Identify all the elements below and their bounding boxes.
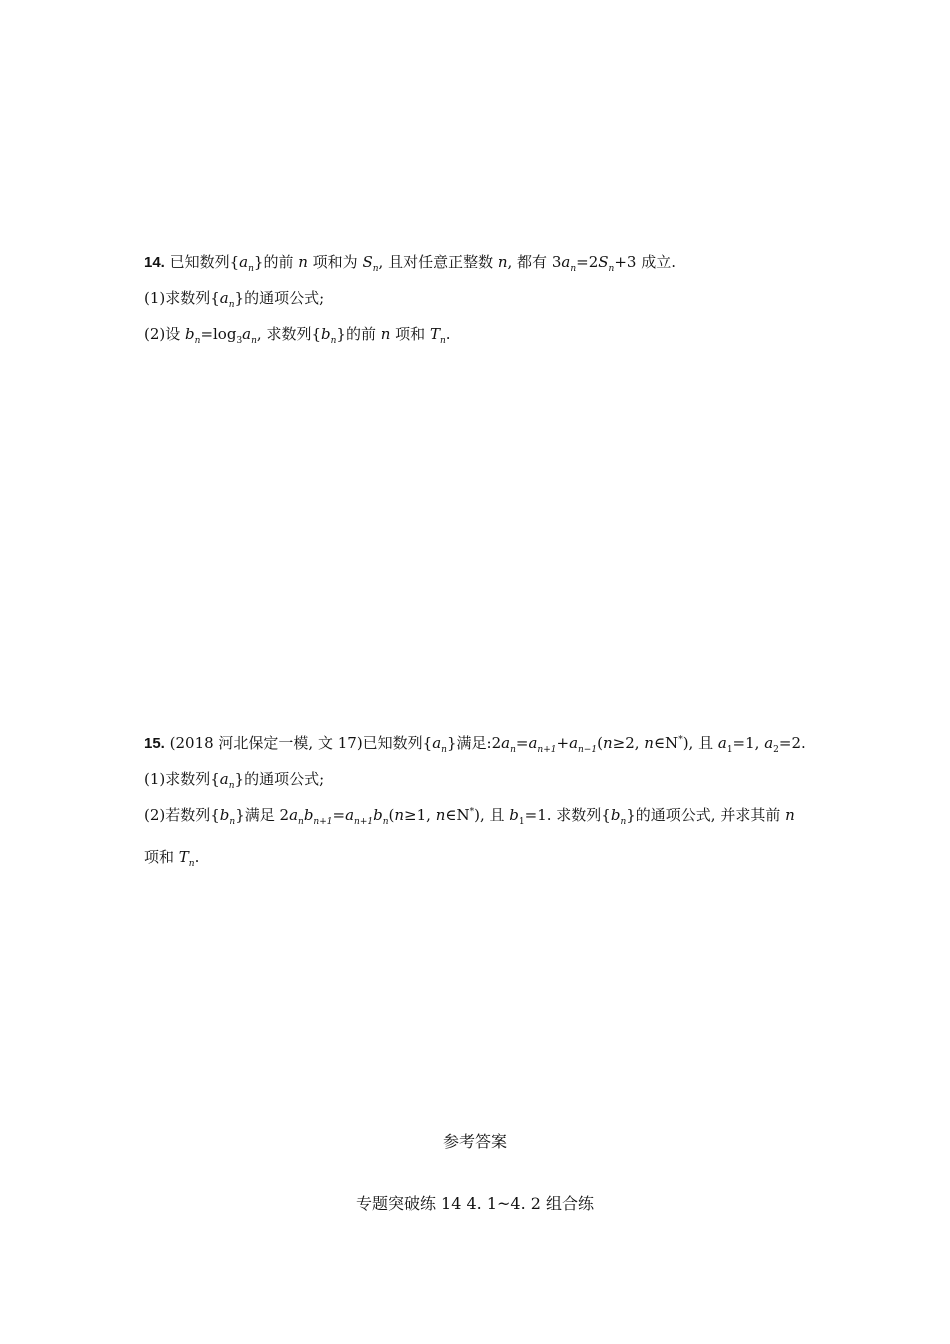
section-title: 专题突破练 14 4. 1~4. 2 组合练 [355, 1194, 595, 1213]
q15-part2: (2)若数列$\{b_n\}$满足 $2a_nb_{n+1}=a_{n+1}b_n(n\ge 1$, n∈N*), 且 $b_1=1$. 求数列$\{b_n\}$的通项公式, 并求其前 n [144, 806, 795, 827]
q15-stem: 15. (2018 河北保定一模, 文 17)已知数列$\{a_n\}$满足$:2a_n=a_{n+1}+a_{n-1}(n\ge 2$, n∈N*), 且 $a_1=1$, $a_2=2$. [144, 734, 806, 755]
answers-heading: 参考答案 [442, 1132, 507, 1151]
q14-number: 14. [144, 254, 165, 271]
q15-part1: (1)求数列$\{a_n\}$的通项公式; [144, 770, 325, 791]
q14-stem: 14. 已知数列$\{a_n\}$的前 n 项和为 $S_n$, 且对任意正整数 n, 都有 $3a_n=2S_n+3$ 成立. [144, 253, 676, 274]
q14-part1: (1)求数列$\{a_n\}$的通项公式; [144, 289, 325, 310]
q15-number: 15. [144, 735, 165, 752]
q15-part2-continued: 项和 $T_n$. [144, 848, 200, 869]
q14-part2: (2)设 $b_n=\log_3a_n$, 求数列$\{b_n\}$的前 n 项和 $T_n$. [144, 325, 451, 346]
